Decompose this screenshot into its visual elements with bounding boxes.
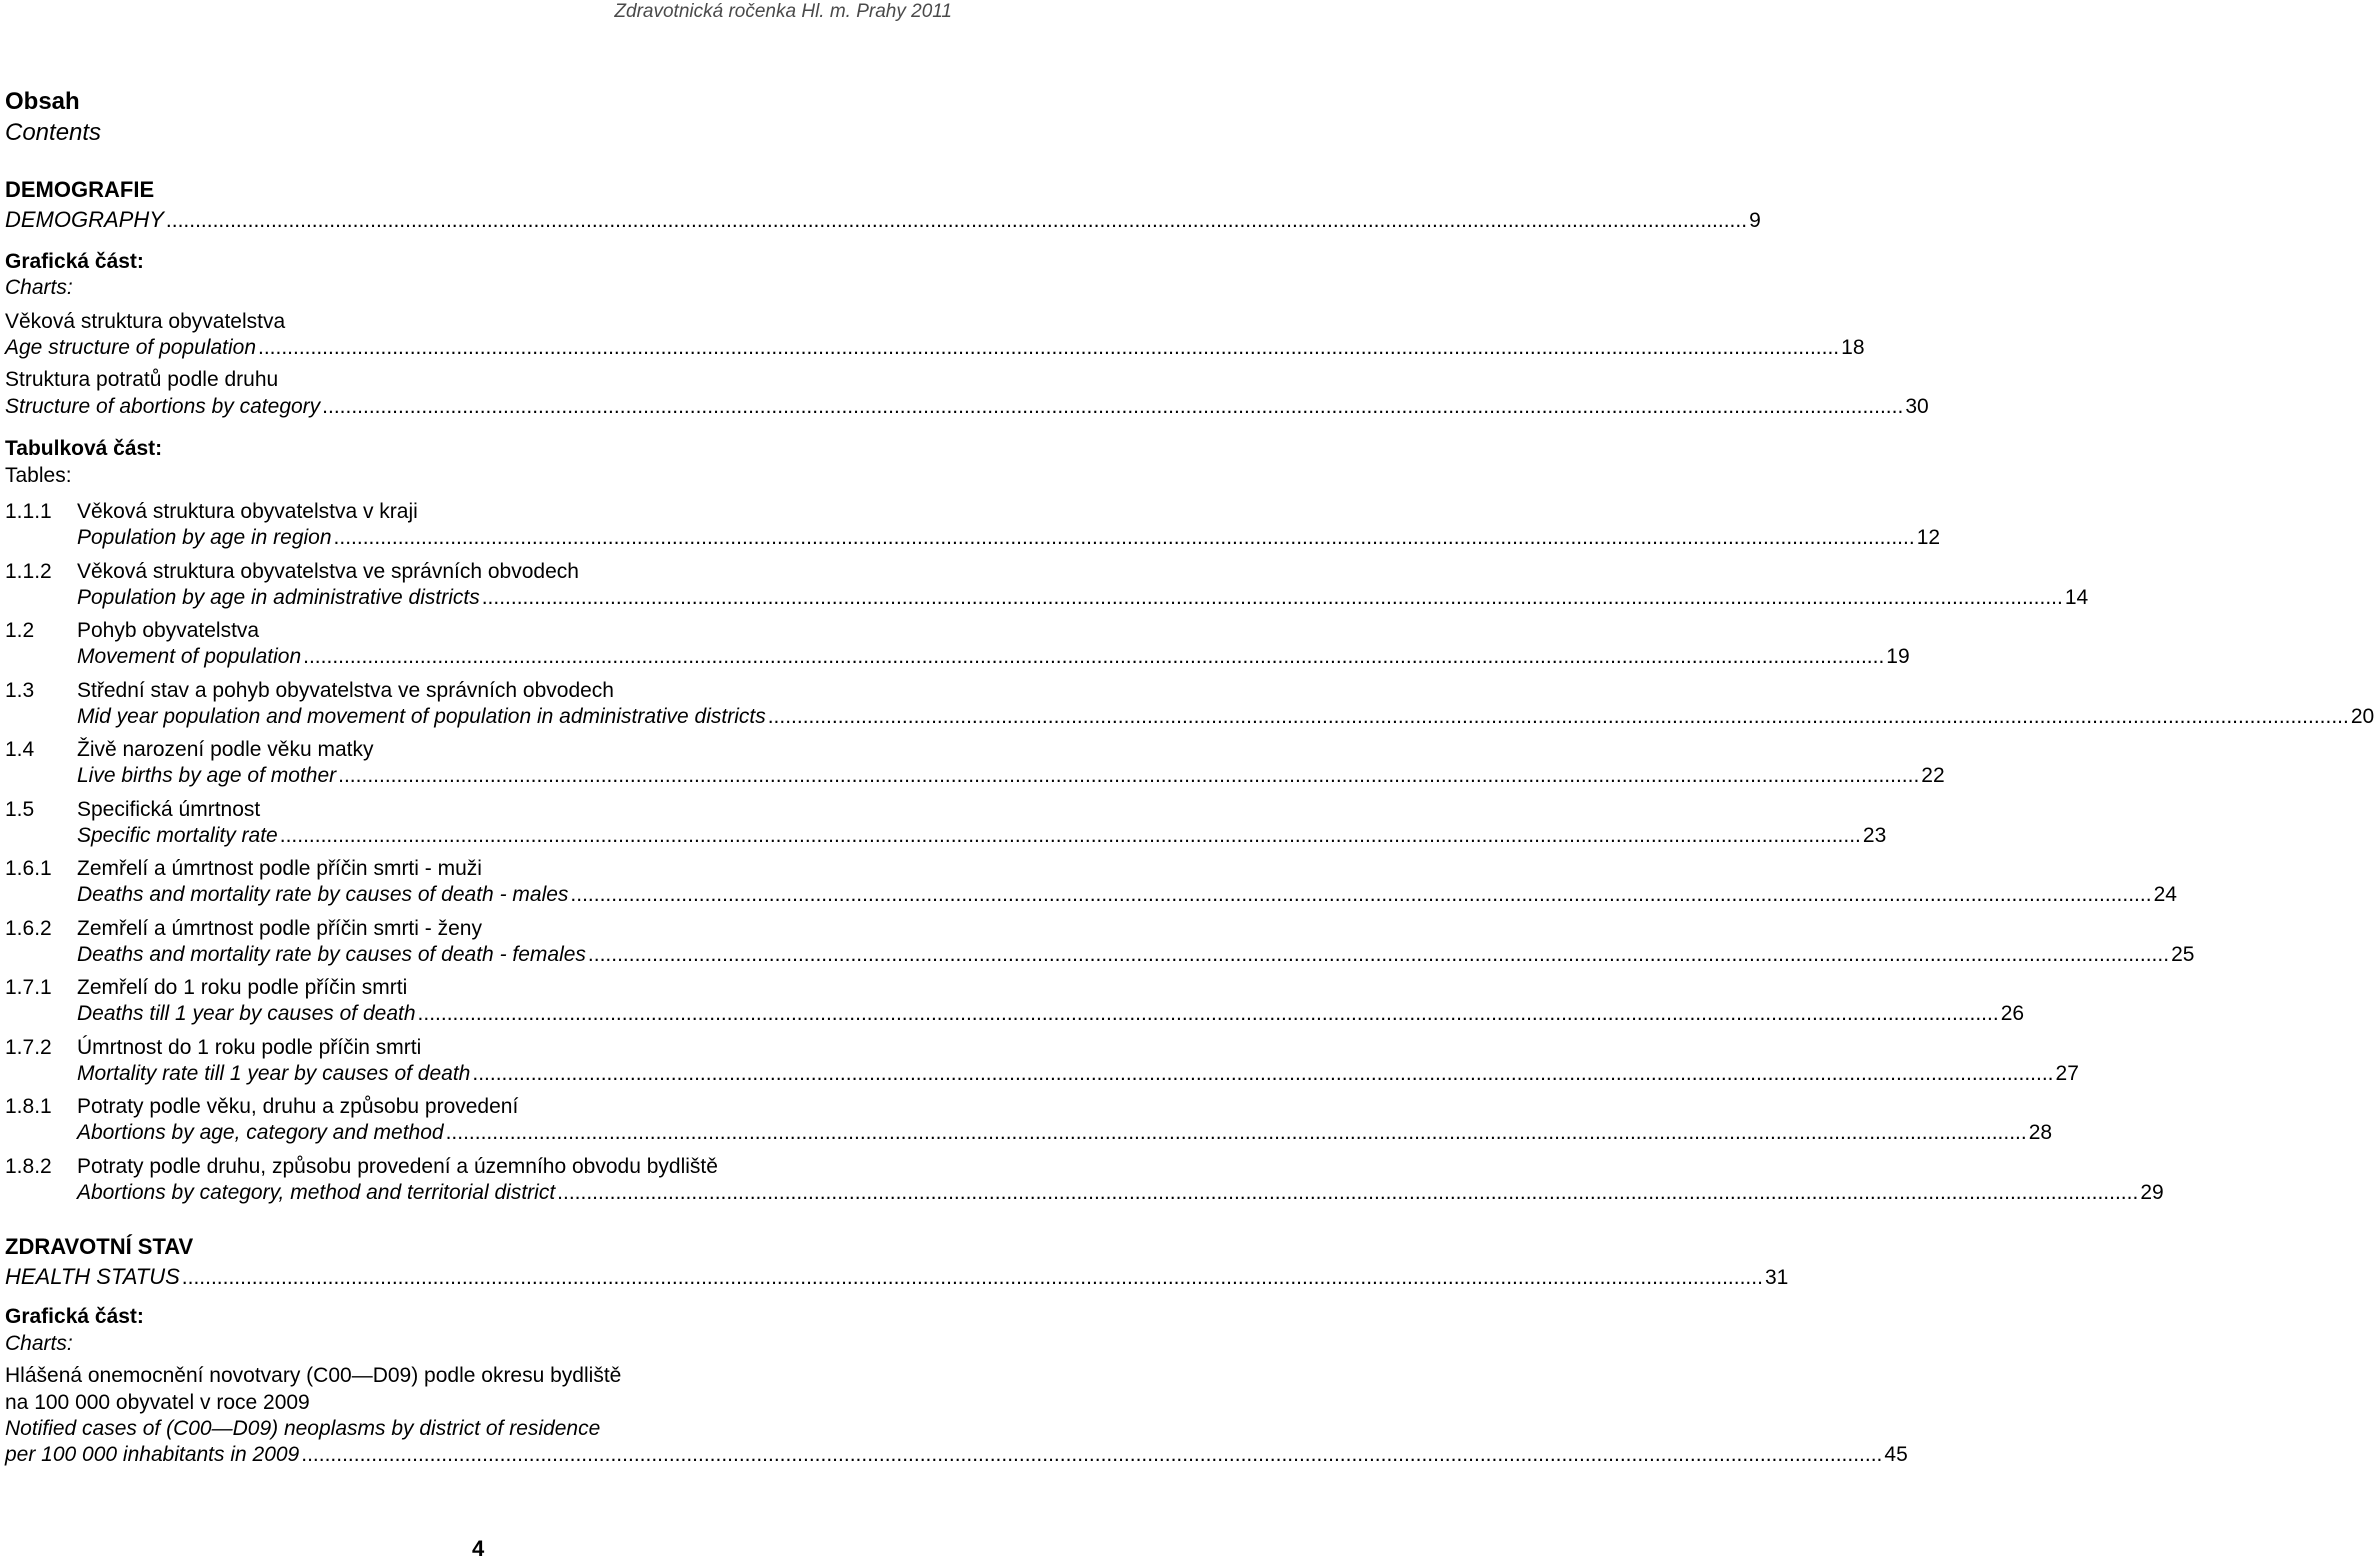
- dot-leader: [555, 1179, 2140, 1206]
- page-ref: 20: [2350, 705, 2374, 728]
- dot-leader: [299, 1441, 1884, 1468]
- toc-entry-health[interactable]: [5, 1263, 1789, 1290]
- toc-entry-chart[interactable]: [5, 1441, 1908, 1468]
- dot-leader: [278, 822, 1863, 849]
- dot-leader: [568, 881, 2153, 908]
- table-title-en: Abortions by age, category and method: [77, 1121, 444, 1144]
- page-ref: 27: [2055, 1062, 2079, 1085]
- page-ref: 26: [2000, 1002, 2025, 1025]
- table-entry: [5, 617, 958, 644]
- table-entry: [5, 1093, 958, 1120]
- dot-leader: [766, 703, 2351, 730]
- page-ref: 22: [1921, 764, 1945, 787]
- table-leader-line: [77, 584, 2089, 611]
- page-ref: 18: [1841, 336, 1865, 359]
- charts-label-cz: Grafická část:: [5, 250, 144, 273]
- toc-entry-demography[interactable]: [5, 206, 1761, 233]
- table-title-en: Deaths till 1 year by causes of death: [77, 1002, 416, 1025]
- page-ref: 45: [1884, 1443, 1908, 1466]
- chart-entry-cz: Hlášená onemocnění novotvary (C00—D09) podle okresu bydliště: [5, 1364, 622, 1387]
- table-number: 1.1.1: [5, 500, 52, 523]
- page-ref: 19: [1886, 645, 1910, 668]
- table-title-en: Live births by age of mother: [77, 764, 337, 787]
- table-leader-line: [77, 822, 1887, 849]
- page-ref: 23: [1862, 824, 1887, 847]
- table-leader-line: [77, 941, 2195, 968]
- toc-entry-table[interactable]: [5, 1119, 2053, 1146]
- table-number: 1.1.2: [5, 560, 52, 583]
- page-ref: 24: [2153, 883, 2177, 906]
- section-heading-cz: DEMOGRAFIE: [5, 177, 155, 202]
- table-title-en: Mortality rate till 1 year by causes of death: [77, 1062, 471, 1085]
- table-title-cz: Pohyb obyvatelstva: [77, 619, 260, 642]
- table-title-cz: Potraty podle druhu, způsobu provedení a územního obvodu bydliště: [77, 1155, 718, 1178]
- dot-leader: [586, 941, 2171, 968]
- table-entry: [5, 498, 958, 525]
- table-title-en: Specific mortality rate: [77, 824, 278, 847]
- table-entry: [5, 796, 958, 823]
- toc-entry-table[interactable]: [5, 643, 1910, 670]
- tables-label-cz: Tabulková část:: [5, 437, 163, 460]
- chart-entry-cz: Věková struktura obyvatelstva: [5, 310, 286, 333]
- dot-leader: [332, 524, 1917, 551]
- section-heading-cz: ZDRAVOTNÍ STAV: [5, 1234, 194, 1259]
- dot-leader: [444, 1119, 2029, 1146]
- chart-entry-en: Age structure of population: [5, 336, 256, 359]
- dot-leader: [416, 1000, 2001, 1027]
- table-number: 1.4: [5, 738, 35, 761]
- charts-label-en: Charts:: [5, 276, 73, 299]
- dot-leader: [180, 1264, 1765, 1291]
- section-heading-en: HEALTH STATUS: [5, 1264, 180, 1289]
- table-title-cz: Střední stav a pohyb obyvatelstva ve správních obvodech: [77, 679, 614, 702]
- toc-entry-table[interactable]: [5, 941, 2195, 968]
- toc-entry-table[interactable]: [5, 1179, 2164, 1206]
- charts-label-cz: Grafická část:: [5, 1305, 144, 1328]
- table-leader-line: [77, 881, 2177, 908]
- dot-leader: [301, 643, 1886, 670]
- table-number: 1.8.2: [5, 1155, 52, 1178]
- table-number: 1.6.2: [5, 917, 52, 940]
- table-entry: [5, 1153, 958, 1180]
- toc-entry-table[interactable]: [5, 822, 1887, 849]
- dot-leader: [470, 1060, 2055, 1087]
- table-title-cz: Zemřelí do 1 roku podle příčin smrti: [77, 976, 408, 999]
- page-ref: 31: [1764, 1266, 1789, 1289]
- page-ref: 28: [2028, 1121, 2053, 1144]
- table-number: 1.2: [5, 619, 35, 642]
- dot-leader: [320, 393, 1905, 420]
- table-number: 1.8.1: [5, 1095, 52, 1118]
- table-leader-line: [77, 762, 1945, 789]
- dot-leader: [256, 334, 1841, 361]
- table-number: 1.7.1: [5, 976, 52, 999]
- table-entry: [5, 736, 958, 763]
- table-title-cz: Zemřelí a úmrtnost podle příčin smrti - ženy: [77, 917, 482, 940]
- table-title-cz: Zemřelí a úmrtnost podle příčin smrti - muži: [77, 857, 482, 880]
- table-number: 1.7.2: [5, 1036, 52, 1059]
- toc-entry-table[interactable]: [5, 524, 1941, 551]
- toc-entry-table[interactable]: [5, 762, 1945, 789]
- toc-title-cz: Obsah: [5, 88, 80, 115]
- chart-entry-en: per 100 000 inhabitants in 2009: [5, 1443, 300, 1466]
- chart-entry-cz: Struktura potratů podle druhu: [5, 368, 279, 391]
- table-title-cz: Věková struktura obyvatelstva v kraji: [77, 500, 418, 523]
- table-number: 1.5: [5, 798, 35, 821]
- toc-title-en: Contents: [5, 119, 102, 146]
- chart-entry-en: Notified cases of (C00—D09) neoplasms by district of residence: [5, 1417, 601, 1440]
- table-title-en: Movement of population: [77, 645, 302, 668]
- tables-label-en: Tables:: [5, 464, 72, 487]
- table-entry: [5, 855, 958, 882]
- table-title-en: Abortions by category, method and territorial district: [77, 1181, 556, 1204]
- table-title-en: Deaths and mortality rate by causes of death - females: [77, 943, 586, 966]
- table-number: 1.3: [5, 679, 35, 702]
- table-title-cz: Potraty podle věku, druhu a způsobu provedení: [77, 1095, 519, 1118]
- table-title-cz: Věková struktura obyvatelstva ve správních obvodech: [77, 560, 579, 583]
- dot-leader: [164, 207, 1749, 234]
- dot-leader: [480, 584, 2065, 611]
- table-title-cz: Živě narození podle věku matky: [77, 738, 374, 761]
- table-entry: [5, 974, 958, 1001]
- toc-entry-table[interactable]: [5, 881, 2177, 908]
- page-ref: 29: [2140, 1181, 2164, 1204]
- table-title-en: Deaths and mortality rate by causes of death - males: [77, 883, 569, 906]
- table-leader-line: [77, 524, 1941, 551]
- table-leader-line: [77, 643, 1910, 670]
- table-entry: [5, 677, 958, 704]
- toc-entry-table[interactable]: [5, 703, 2374, 730]
- dot-leader: [336, 762, 1921, 789]
- page-ref: 30: [1905, 395, 1929, 418]
- table-title-en: Mid year population and movement of population in administrative districts: [77, 705, 766, 728]
- table-leader-line: [77, 1179, 2164, 1206]
- table-number: 1.6.1: [5, 857, 52, 880]
- charts-label-en: Charts:: [5, 1332, 73, 1355]
- table-entry: [5, 915, 958, 942]
- table-leader-line: [77, 1060, 2079, 1087]
- table-title-cz: Úmrtnost do 1 roku podle příčin smrti: [77, 1036, 422, 1059]
- page-ref: 9: [1749, 209, 1761, 232]
- toc-entry-chart[interactable]: [5, 393, 1929, 420]
- table-entry: [5, 1034, 958, 1061]
- chart-entry-en: Structure of abortions by category: [5, 395, 321, 418]
- table-title-cz: Specifická úmrtnost: [77, 798, 261, 821]
- running-header: Zdravotnická ročenka Hl. m. Prahy 2011: [614, 1, 952, 22]
- table-entry: [5, 558, 958, 585]
- table-leader-line: [77, 1000, 2025, 1027]
- toc-entry-table[interactable]: [5, 1060, 2079, 1087]
- section-heading-en: DEMOGRAPHY: [5, 207, 164, 232]
- page-ref: 25: [2171, 943, 2195, 966]
- table-title-en: Population by age in administrative districts: [77, 586, 480, 609]
- table-leader-line: [77, 1119, 2053, 1146]
- chart-entry-cz: na 100 000 obyvatel v roce 2009: [5, 1391, 310, 1414]
- table-leader-line: [77, 703, 2374, 730]
- page-ref: 14: [2064, 586, 2089, 609]
- page-number: 4: [472, 1536, 485, 1561]
- toc-entry-chart[interactable]: [5, 334, 1865, 361]
- toc-entry-table[interactable]: [5, 584, 2089, 611]
- page-ref: 12: [1916, 526, 1941, 549]
- table-title-en: Population by age in region: [77, 526, 332, 549]
- toc-entry-table[interactable]: [5, 1000, 2025, 1027]
